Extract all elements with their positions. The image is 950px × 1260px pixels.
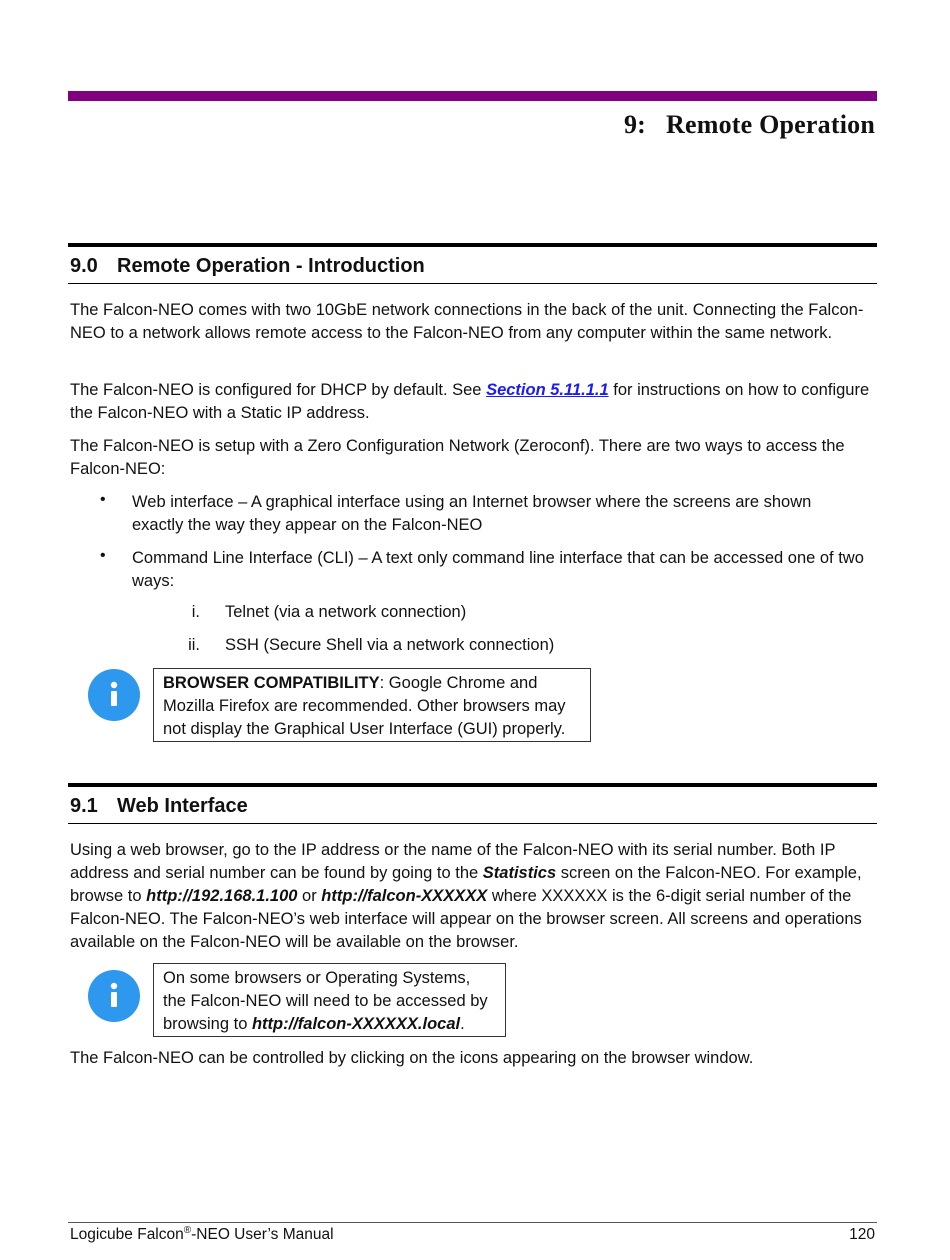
footer-title-b: -NEO User’s Manual bbox=[191, 1226, 334, 1243]
list-marker: i. bbox=[191, 603, 200, 621]
section-heading-9-1 bbox=[68, 783, 877, 824]
section-number: 9.1 bbox=[70, 795, 98, 817]
statistics-term: Statistics bbox=[482, 864, 557, 882]
list-item-telnet: Telnet (via a network connection) bbox=[225, 603, 467, 621]
web-interface-paragraph bbox=[70, 839, 877, 954]
footer-rule bbox=[68, 1222, 877, 1223]
section-title: Remote Operation - Introduction bbox=[117, 255, 425, 277]
note-text-a: On some browsers or Operating Systems, the Falcon-NEO will need to be accessed by browsing to bbox=[163, 969, 488, 1033]
web-text-c: screen on the Falcon-NEO. For example, browse to bbox=[70, 864, 862, 905]
ip-address-url: http://192.168.1.100 bbox=[146, 887, 298, 905]
info-icon bbox=[88, 970, 140, 1022]
registered-mark: ® bbox=[183, 1224, 192, 1236]
note-heading: BROWSER COMPATIBILITY bbox=[163, 674, 380, 692]
serial-url: http://falcon-XXXXXX bbox=[321, 887, 488, 905]
note-text-c: . bbox=[460, 1015, 465, 1033]
web-text-g: where XXXXXX is the 6-digit serial number of the Falcon-NEO. The Falcon-NEO’s web interface will appear on the browser screen. All screens and operations available on the Falcon-NEO will be available on the browser. bbox=[70, 887, 862, 951]
page-number: 120 bbox=[849, 1226, 875, 1243]
web-text-e: or bbox=[297, 887, 322, 905]
local-url: http://falcon-XXXXXX.local bbox=[251, 1015, 461, 1033]
intro-paragraph: The Falcon-NEO comes with two 10GbE network connections in the back of the unit. Connecting the Falcon-NEO to a network allows remote access to the Falcon-NEO from any computer within the same network. bbox=[70, 301, 864, 342]
section-number: 9.0 bbox=[70, 255, 98, 277]
web-text-a: Using a web browser, go to the IP address or the name of the Falcon-NEO with its serial number. Both IP address and serial number can be found by going to the bbox=[70, 841, 836, 882]
bullet-marker: • bbox=[100, 491, 106, 508]
chapter-number: 9: bbox=[623, 110, 647, 139]
control-paragraph: The Falcon-NEO can be controlled by clicking on the icons appearing on the browser window. bbox=[70, 1049, 754, 1067]
chapter-title bbox=[624, 110, 875, 140]
section-title: Web Interface bbox=[117, 795, 248, 817]
local-domain-note bbox=[153, 963, 506, 1037]
footer-title-a: Logicube Falcon bbox=[70, 1226, 184, 1243]
info-icon bbox=[88, 669, 140, 721]
chapter-title-text: Remote Operation bbox=[666, 110, 875, 139]
list-marker: ii. bbox=[188, 636, 200, 654]
dhcp-text-a: The Falcon-NEO is configured for DHCP by default. See bbox=[70, 381, 487, 399]
bullet-marker: • bbox=[100, 547, 106, 564]
note-text: : Google Chrome and Mozilla Firefox are recommended. Other browsers may not display the Graphical User Interface (GUI) properly. bbox=[163, 674, 566, 738]
bullet-cli: Command Line Interface (CLI) – A text only command line interface that can be accessed one of two ways: bbox=[132, 549, 864, 590]
chapter-accent-bar bbox=[68, 91, 877, 101]
dhcp-paragraph bbox=[70, 379, 875, 425]
dhcp-text-b: for instructions on how to configure the Falcon-NEO with a Static IP address. bbox=[70, 381, 870, 422]
footer-manual-title bbox=[70, 1226, 334, 1244]
bullet-web-interface: Web interface – A graphical interface using an Internet browser where the screens are shown exactly the way they appear on the Falcon-NEO bbox=[132, 493, 812, 534]
section-heading-9-0 bbox=[68, 243, 877, 284]
zeroconf-paragraph: The Falcon-NEO is setup with a Zero Configuration Network (Zeroconf). There are two ways to access the Falcon-NEO: bbox=[70, 437, 845, 478]
section-5-11-1-1-link[interactable]: Section 5.11.1.1 bbox=[486, 381, 609, 399]
browser-compatibility-note bbox=[153, 668, 591, 742]
list-item-ssh: SSH (Secure Shell via a network connection) bbox=[225, 636, 555, 654]
